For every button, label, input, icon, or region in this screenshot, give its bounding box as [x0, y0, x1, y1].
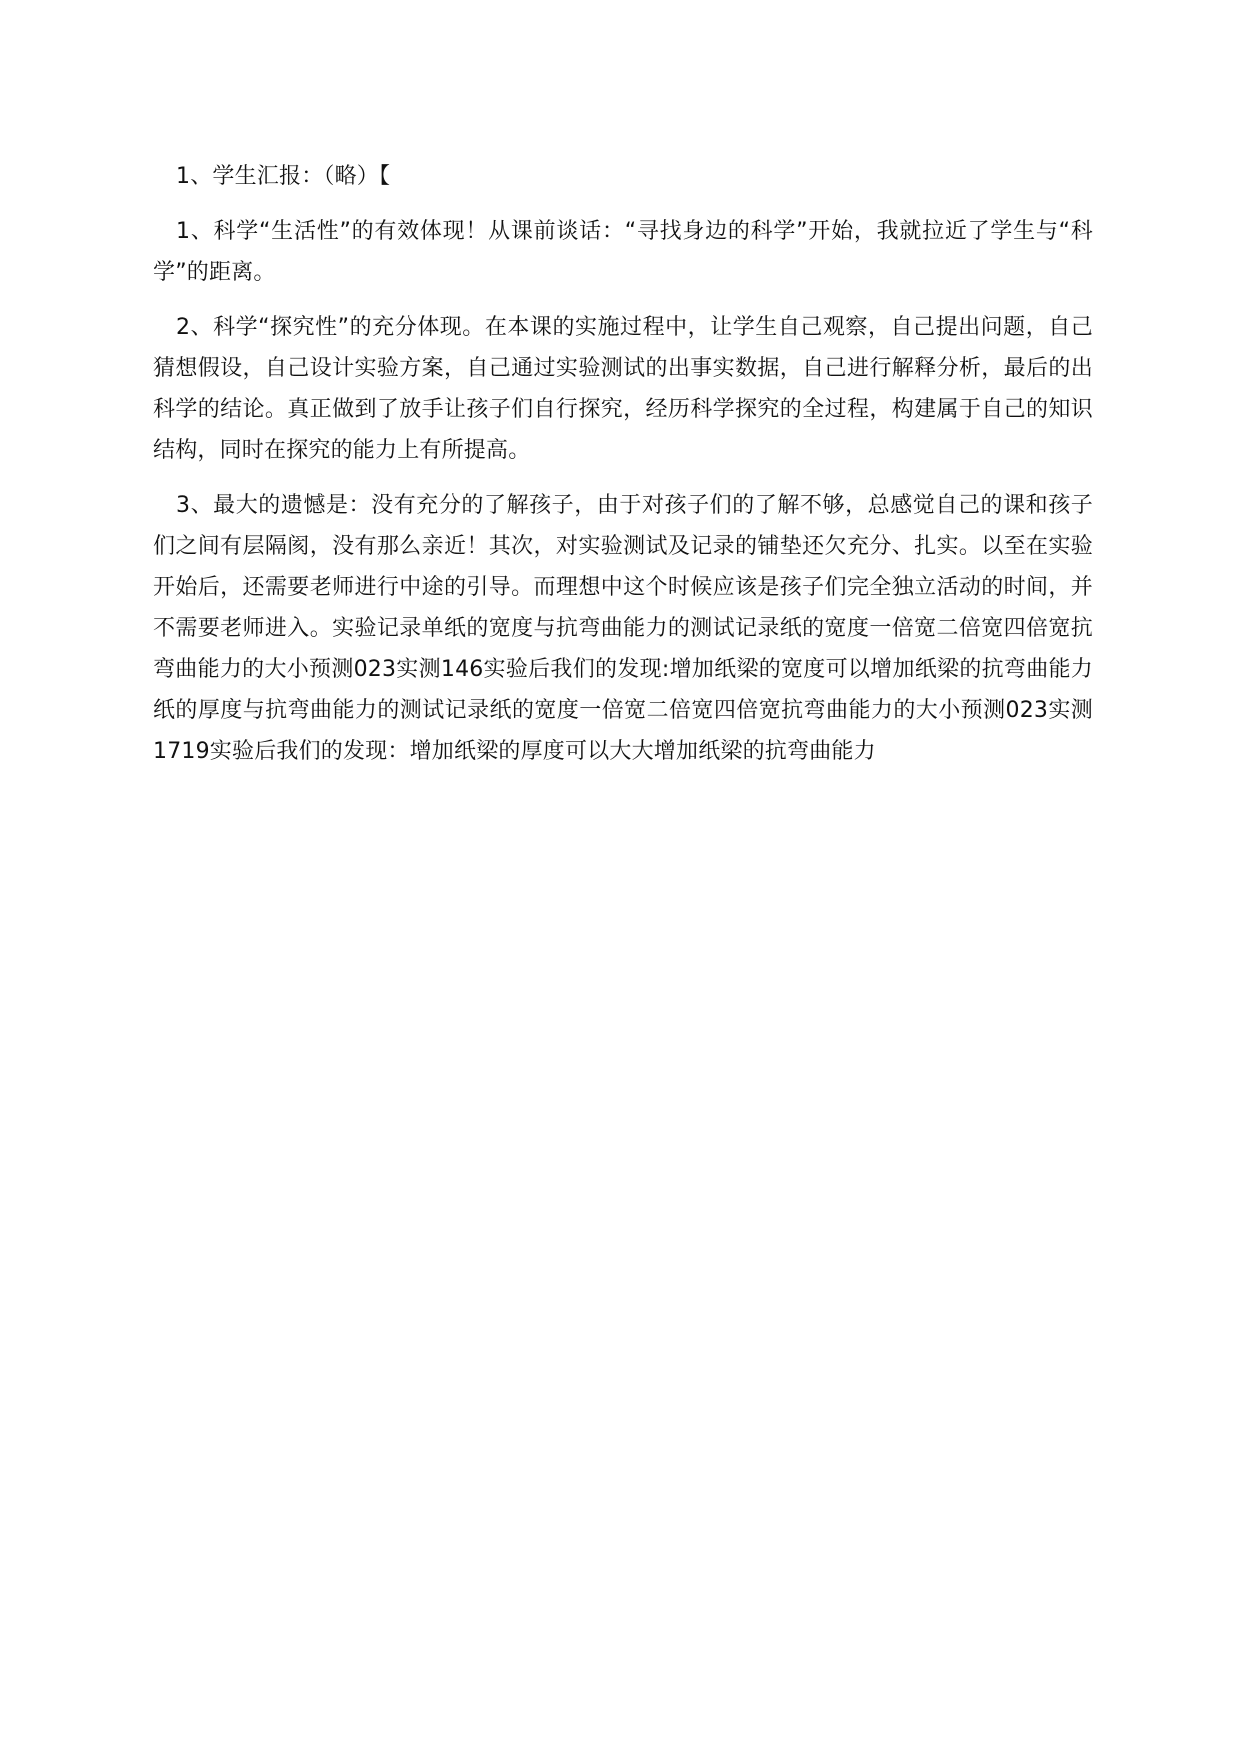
- paragraph-reflection-3: 3、最大的遗憾是：没有充分的了解孩子，由于对孩子们的了解不够，总感觉自己的课和孩子们之间有层隔阂，没有那么亲近！其次，对实验测试及记录的铺垫还欠充分、扎实。以至在实验开始后，还需要老师进行中途的引导。而理想中这个时候应该是孩子们完全独立活动的时间，并不需要老师进入。实验记录单纸的宽度与抗弯曲能力的测试记录纸的宽度一倍宽二倍宽四倍宽抗弯曲能力的大小预测023实测146实验后我们的发现:增加纸梁的宽度可以增加纸梁的抗弯曲能力纸的厚度与抗弯曲能力的测试记录纸的宽度一倍宽二倍宽四倍宽抗弯曲能力的大小预测023实测1719实验后我们的发现：增加纸梁的厚度可以大大增加纸梁的抗弯曲能力: [153, 493, 1093, 764]
- document-body: [153, 156, 1093, 786]
- paragraph-reflection-2: 2、科学“探究性”的充分体现。在本课的实施过程中，让学生自己观察，自己提出问题，自己猜想假设，自己设计实验方案，自己通过实验测试的出事实数据，自己进行解释分析，最后的出科学的结论。真正做到了放手让孩子们自行探究，经历科学探究的全过程，构建属于自己的知识结构，同时在探究的能力上有所提高。: [153, 315, 1093, 463]
- paragraph-reflection-1: 1、科学“生活性”的有效体现！从课前谈话：“寻找身边的科学”开始，我就拉近了学生与“科学”的距离。: [153, 219, 1093, 285]
- paragraph-student-report: 1、学生汇报：（略）【: [176, 164, 391, 189]
